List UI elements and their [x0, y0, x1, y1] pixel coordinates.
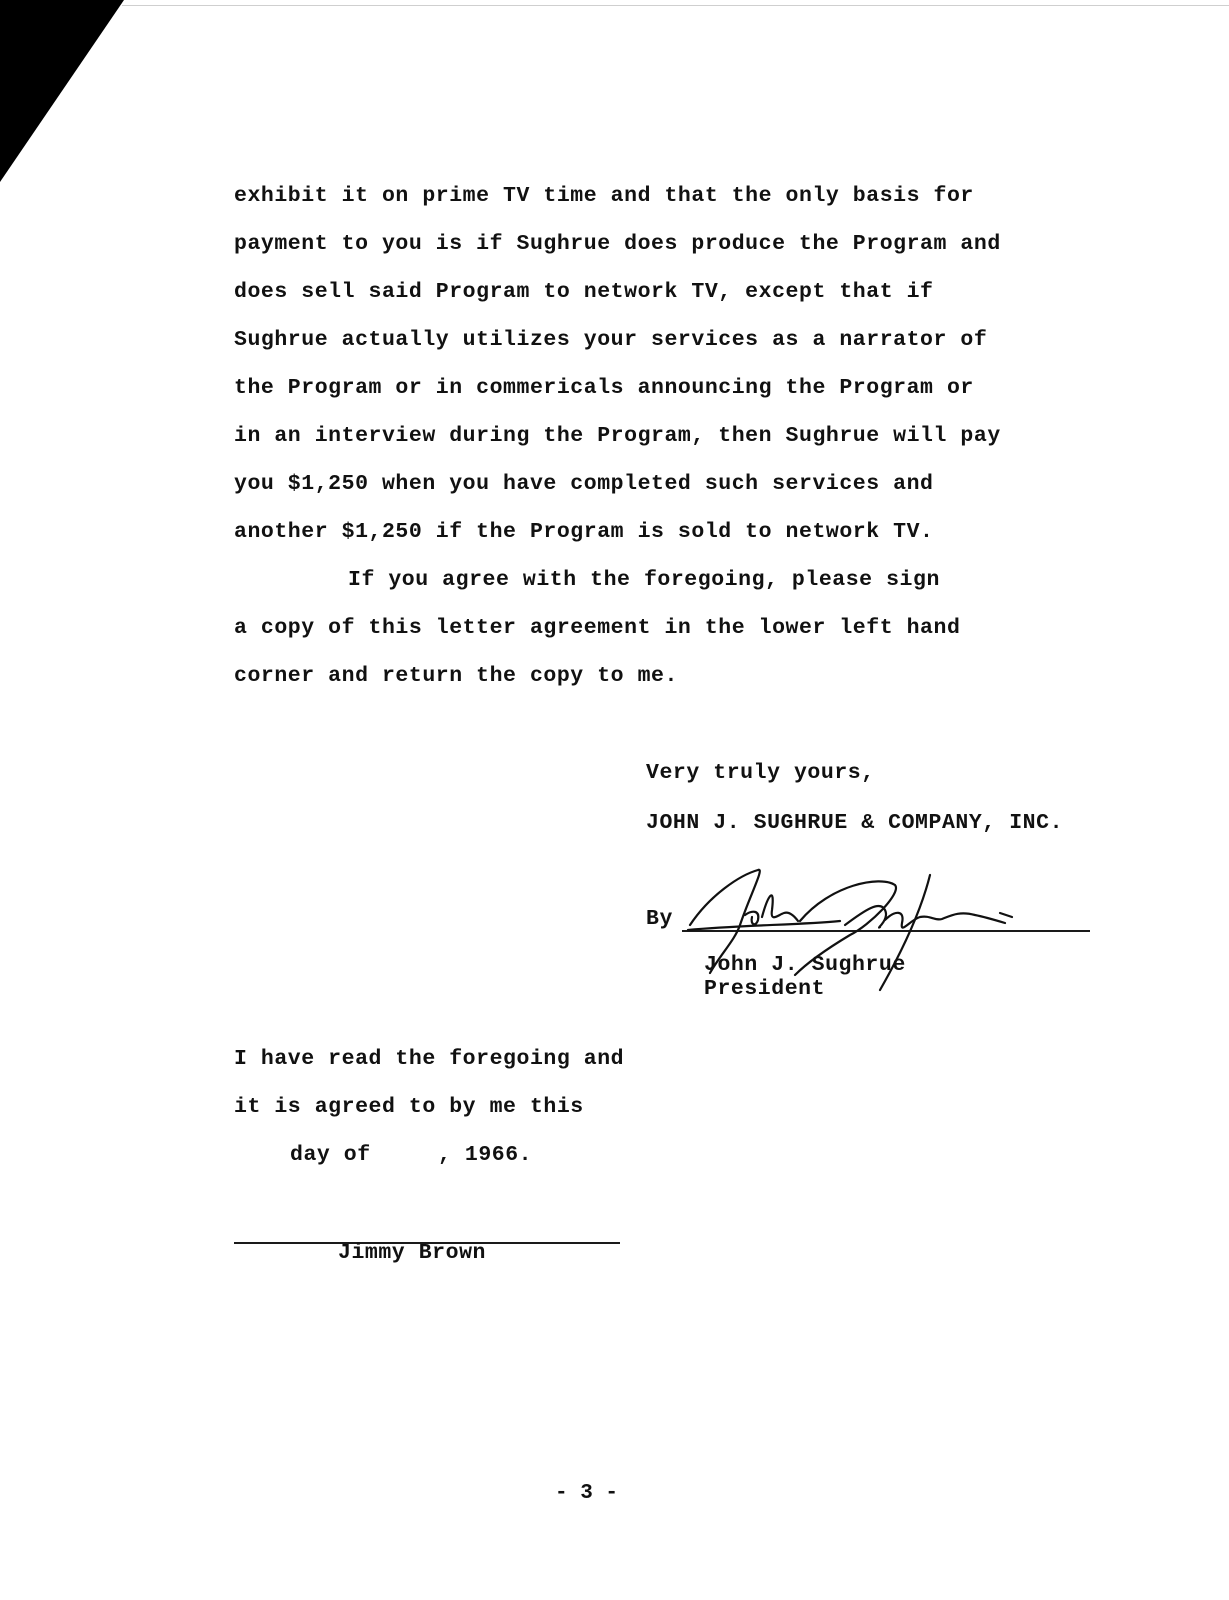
acceptance-line: I have read the foregoing and [234, 1047, 625, 1071]
body-line: Sughrue actually utilizes your services as a narrator of [234, 328, 988, 352]
body-line: does sell said Program to network TV, except that if [234, 280, 934, 304]
body-line: you $1,250 when you have completed such services and [234, 472, 934, 496]
page-top-edge [122, 5, 1229, 6]
body-line: the Program or in commericals announcing the Program or [234, 376, 974, 400]
closing-line: If you agree with the foregoing, please sign [348, 568, 940, 592]
acceptance-date-line: day of , 1966. [290, 1143, 533, 1167]
body-line: another $1,250 if the Program is sold to network TV. [234, 520, 934, 544]
body-line: payment to you is if Sughrue does produce the Program and [234, 232, 1001, 256]
signer-name: John J. Sughrue [704, 953, 906, 977]
closing-line: corner and return the copy to me. [234, 664, 678, 688]
body-line: exhibit it on prime TV time and that the only basis for [234, 184, 974, 208]
company-name: JOHN J. SUGHRUE & COMPANY, INC. [646, 811, 1064, 835]
page-number: - 3 - [555, 1482, 619, 1505]
acceptance-line: it is agreed to by me this [234, 1095, 584, 1119]
signee-name: Jimmy Brown [338, 1241, 486, 1265]
by-label: By [646, 907, 673, 931]
signer-title: President [704, 977, 826, 1001]
closing-line: a copy of this letter agreement in the lower left hand [234, 616, 961, 640]
body-line: in an interview during the Program, then Sughrue will pay [234, 424, 1001, 448]
scan-corner-shadow [0, 0, 124, 182]
valediction: Very truly yours, [646, 761, 875, 785]
